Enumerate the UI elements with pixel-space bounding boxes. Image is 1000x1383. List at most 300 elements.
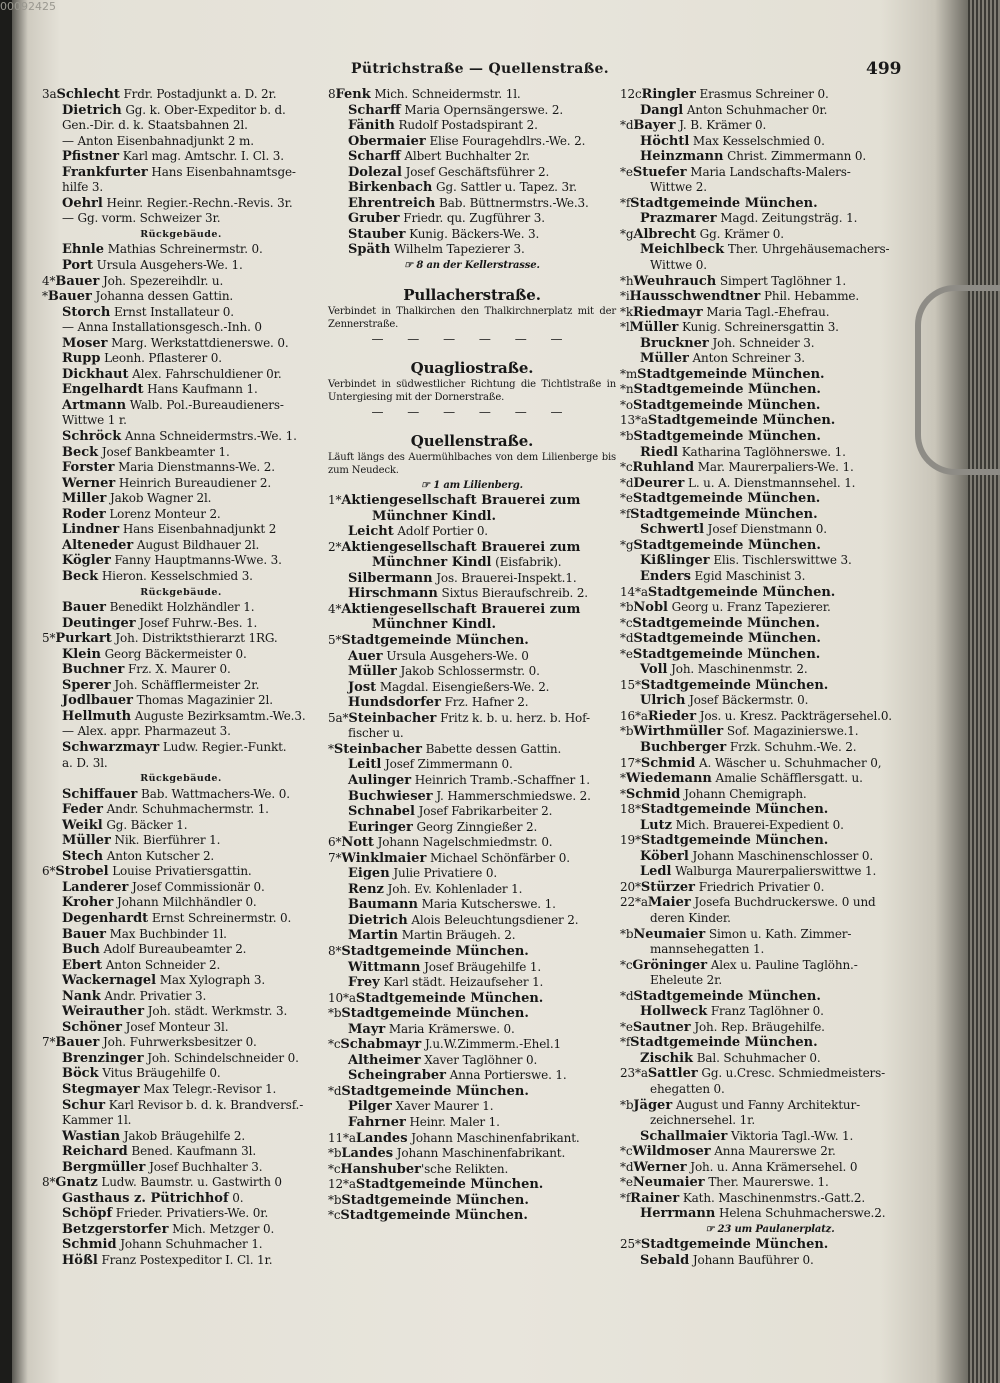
directory-entry (328, 944, 616, 960)
house-number: 6* (42, 864, 56, 879)
directory-entry (620, 724, 920, 740)
resident-details: Karl mag. Amtschr. I. Cl. 3. (119, 149, 284, 164)
resident-details: Simon u. Kath. Zimmer- (705, 926, 852, 941)
resident-details: Max Buchbinder 1l. (105, 926, 227, 941)
resident-name: Schröck (62, 429, 122, 445)
house-number: 7* (328, 850, 342, 865)
house-number: *m (620, 366, 638, 381)
directory-entry (42, 87, 320, 103)
resident-details: Helena Schuhmacherswe.2. (715, 1206, 886, 1221)
resident-details: Ernst Installateur 0. (110, 304, 234, 319)
directory-entry (42, 1144, 320, 1160)
directory-entry (42, 289, 320, 305)
resident-details: L. u. A. Dienstmannsehel. 1. (684, 475, 856, 490)
column-3 (620, 87, 920, 1269)
house-number: *e (620, 1019, 633, 1034)
directory-entry (620, 180, 920, 196)
directory-entry (42, 709, 320, 725)
directory-entry (42, 958, 320, 974)
directory-entry (620, 134, 920, 150)
resident-name: Gröninger (632, 957, 708, 973)
directory-entry (42, 336, 320, 352)
resident-name: Zischik (640, 1050, 694, 1066)
resident-name: Feder (62, 802, 103, 818)
directory-entry (328, 851, 616, 867)
resident-details: Frieder. Privatiers-We. 0r. (112, 1206, 269, 1221)
house-number: 13*a (620, 413, 648, 428)
resident-details: Gg. u.Cresc. Schmiedmeisters- (697, 1066, 886, 1081)
rear-building-heading: Rückgebäude. (140, 773, 222, 785)
resident-name: Steinbacher (348, 710, 437, 726)
directory-entry (620, 942, 920, 958)
resident-details: Josef Buchhalter 3. (145, 1159, 263, 1174)
resident-name: Aktiengesellschaft Brauerei zum (341, 601, 581, 617)
directory-entry (328, 664, 616, 680)
resident-details: Erasmus Schreiner 0. (695, 87, 829, 101)
resident-details: Josef Commissionär 0. (128, 879, 265, 894)
resident-details: Wittwe 0. (650, 258, 707, 273)
directory-entry (620, 336, 920, 352)
resident-details: Magdal. Eisengießers-We. 2. (376, 679, 550, 694)
directory-entry (328, 149, 616, 165)
resident-details: Joh. Schneider 3. (708, 335, 815, 350)
directory-entry (42, 927, 320, 943)
directory-entry (42, 413, 320, 429)
house-number: *b (328, 1192, 342, 1207)
resident-name: Späth (348, 242, 391, 258)
house-number: * (328, 741, 334, 756)
resident-name: Reichard (62, 1144, 128, 1160)
directory-entry (328, 134, 616, 150)
resident-details: August Bildhauer 2l. (133, 537, 260, 552)
directory-entry (42, 476, 320, 492)
house-number: 16*a (620, 708, 648, 723)
resident-name: Stadtgemeinde München. (632, 491, 821, 507)
resident-details: Martin Bräugeh. 2. (398, 928, 516, 943)
directory-entry (620, 553, 920, 569)
directory-entry (42, 351, 320, 367)
directory-entry (328, 960, 616, 976)
directory-entry (328, 773, 616, 789)
resident-name: Gasthaus z. Pütrichhof (62, 1190, 229, 1206)
directory-entry (328, 1115, 616, 1131)
resident-name: Neumaier (632, 1175, 705, 1191)
directory-entry (620, 491, 920, 507)
resident-name: Gnatz (55, 1175, 98, 1191)
house-number: *k (620, 304, 633, 319)
house-number: 10*a (328, 990, 356, 1005)
resident-name: Hößl (62, 1253, 98, 1269)
house-number: 7* (42, 1035, 56, 1050)
resident-details: Josef Geschäftsführer 2. (401, 164, 550, 179)
resident-details: Gg. Sattler u. Tapez. 3r. (432, 180, 577, 195)
page-number: 499 (866, 59, 902, 79)
resident-details: J.u.W.Zimmerm.-Ehel.1 (421, 1037, 561, 1052)
resident-name: Klein (62, 646, 101, 662)
house-number: *b (328, 1006, 342, 1021)
resident-name: Stadtgemeinde München. (341, 943, 529, 959)
directory-entry (42, 569, 320, 585)
resident-name: Bergmüller (62, 1159, 146, 1175)
resident-name: Kißlinger (640, 553, 710, 569)
directory-entry (42, 134, 320, 150)
directory-entry (620, 1191, 920, 1207)
house-number: *e (620, 164, 633, 179)
resident-details: Ther. Uhrgehäusemachers- (724, 242, 890, 257)
resident-details: Mich. Metzger 0. (168, 1221, 275, 1236)
resident-details: Vitus Bräugehilfe 0. (98, 1066, 221, 1081)
resident-name: Roder (62, 506, 106, 522)
directory-entry (42, 662, 320, 678)
resident-details: Auguste Bezirksamtm.-We.3. (131, 708, 306, 723)
directory-entry (328, 1006, 616, 1022)
directory-entry (42, 1175, 320, 1191)
resident-name: Sebald (640, 1253, 690, 1269)
resident-name: Scharff (348, 149, 401, 165)
directory-entry (620, 1082, 920, 1098)
resident-details: Ther. Maurerswe. 1. (704, 1175, 829, 1190)
resident-details: Joh. Maschinenmstr. 2. (667, 662, 808, 677)
directory-entry (42, 756, 320, 772)
directory-entry (620, 1113, 920, 1129)
resident-details: Johann Maschinenfabrikant. (393, 1146, 566, 1161)
house-number: *d (328, 1083, 342, 1098)
house-number: *f (620, 195, 631, 210)
resident-details: Mich. Schneidermstr. 1l. (370, 87, 521, 101)
resident-details: Anton Schuhmacher 0r. (683, 102, 828, 117)
resident-name: Leicht (348, 524, 394, 540)
resident-name: Stadtgemeinde München. (341, 1192, 529, 1208)
resident-details: Adolf Bureaubeamter 2. (99, 942, 247, 957)
resident-name: Hellmuth (62, 708, 132, 724)
resident-name: Stadtgemeinde München. (637, 366, 825, 382)
resident-details: Gg. k. Ober-Expeditor b. d. (121, 102, 286, 117)
directory-entry (42, 1098, 320, 1114)
separator: — — — — — — (371, 331, 573, 346)
resident-details: Johanna dessen Gattin. (91, 289, 234, 304)
resident-name: Landerer (62, 879, 129, 895)
house-number: 18* (620, 802, 641, 817)
resident-name: Müller (640, 351, 689, 367)
resident-name: Wackernagel (62, 973, 157, 989)
house-number: 5* (328, 633, 342, 648)
resident-details: Friedrich Privatier 0. (695, 879, 825, 894)
resident-name: Betzgerstorfer (62, 1221, 169, 1237)
directory-entry (42, 693, 320, 709)
house-number: *b (620, 1097, 634, 1112)
directory-entry (620, 911, 920, 927)
directory-entry (620, 631, 920, 647)
resident-name: Dangl (640, 102, 684, 118)
resident-name: Dickhaut (62, 366, 129, 382)
house-number: 2* (328, 539, 342, 554)
resident-details: Joh. Schindelschneider 0. (143, 1050, 299, 1065)
page-edges (968, 0, 1000, 1383)
resident-details: Friedr. qu. Zugführer 3. (399, 211, 545, 226)
directory-entry (328, 695, 616, 711)
resident-name: Landes (341, 1146, 394, 1162)
resident-name: Stadtgemeinde München. (632, 646, 821, 662)
resident-name: Bauer (55, 1035, 100, 1051)
house-number: *d (620, 475, 634, 490)
resident-name: Rainer (630, 1190, 680, 1206)
resident-name: Scharff (348, 102, 401, 118)
street-description: Verbindet in Thalkirchen den Thalkirchnerplatz mit der Zennerstraße. (328, 305, 616, 331)
directory-entry (42, 538, 320, 554)
resident-name: Bauer (55, 273, 100, 289)
resident-name: Weirauther (62, 1004, 145, 1020)
directory-entry (42, 398, 320, 414)
directory-entry (620, 1253, 920, 1269)
column-1 (42, 87, 320, 1269)
resident-details: Joh. Spezereihdlr. u. (99, 273, 224, 288)
directory-entry (328, 711, 616, 727)
resident-details: Joh. Fuhrwerksbesitzer 0. (99, 1035, 257, 1050)
resident-name: Schiffauer (62, 786, 138, 802)
resident-name: Müller (62, 833, 111, 849)
directory-entry (42, 989, 320, 1005)
resident-details: Joh. Distriktsthierarzt 1RG. (111, 631, 278, 646)
resident-name: Neumaier (633, 926, 706, 942)
resident-name: Gruber (348, 211, 400, 227)
resident-name: Stürzer (640, 879, 696, 895)
directory-entry (42, 553, 320, 569)
resident-details: Katharina Taglöhnerswe. 1. (678, 444, 846, 459)
directory-entry (620, 1035, 920, 1051)
house-number: *c (620, 460, 633, 475)
resident-name: Stadtgemeinde München. (647, 413, 836, 429)
directory-entry (42, 787, 320, 803)
resident-name: Ulrich (640, 693, 686, 709)
directory-entry (328, 87, 616, 103)
resident-details: A. Wäscher u. Schuhmacher 0, (695, 755, 882, 770)
resident-details: Heinrich Tramb.-Schaffner 1. (411, 772, 590, 787)
directory-entry (328, 680, 616, 696)
directory-entry (620, 118, 920, 134)
directory-entry (620, 1144, 920, 1160)
resident-details: Ernst Schreinermstr. 0. (148, 910, 292, 925)
directory-entry (328, 1146, 616, 1162)
directory-entry (620, 1020, 920, 1036)
resident-details: Kunig. Bäckers-We. 3. (405, 226, 540, 241)
house-number: *f (620, 1035, 631, 1050)
house-number: *e (620, 646, 633, 661)
column-2 (328, 87, 616, 1224)
resident-details: Joh. Ev. Kohlenlader 1. (383, 881, 523, 896)
directory-entry (328, 571, 616, 587)
directory-entry (42, 616, 320, 632)
directory-entry (328, 1037, 616, 1053)
resident-name: Stadtgemeinde München. (647, 584, 836, 600)
directory-entry (42, 180, 320, 196)
directory-entry (42, 1082, 320, 1098)
directory-entry (328, 1099, 616, 1115)
directory-entry (42, 647, 320, 663)
resident-name: Buch (62, 942, 100, 958)
resident-details: Gen.-Dir. d. k. Staatsbahnen 2l. (62, 118, 248, 133)
house-number: 4* (328, 601, 342, 616)
directory-entry (620, 880, 920, 896)
directory-entry (620, 196, 920, 212)
resident-details: Frz. Hafner 2. (440, 695, 529, 710)
resident-details: Jakob Schlossermstr. 0. (396, 664, 540, 679)
directory-entry (42, 973, 320, 989)
house-number: *c (620, 957, 633, 972)
location-note: ☞ 8 an der Kellerstrasse. (404, 260, 540, 272)
resident-details: Bal. Schuhmacher 0. (693, 1050, 821, 1065)
resident-details: Josef Fuhrw.-Bes. 1. (135, 615, 258, 630)
directory-entry (620, 227, 920, 243)
street-heading: Quagliostraße. (410, 358, 534, 377)
resident-name: Meichlbeck (640, 242, 725, 258)
resident-name: Müller (348, 664, 397, 680)
resident-details: Joh. städt. Werkmstr. 3. (144, 1004, 288, 1019)
resident-details: Walburga Maurerpalierswittwe 1. (671, 864, 877, 879)
house-number: 6* (328, 835, 342, 850)
street-description: Läuft längs des Auermühlbaches von dem Lilienberge bis zum Neudeck. (328, 451, 616, 477)
resident-name: Wirthmüller (633, 724, 724, 740)
resident-details: Simpert Taglöhner 1. (716, 273, 847, 288)
resident-details: J. B. Krämer 0. (675, 118, 767, 133)
directory-entry (620, 818, 920, 834)
directory-entry (42, 864, 320, 880)
resident-details: Leonh. Pflasterer 0. (100, 351, 222, 366)
resident-name: Lutz (640, 817, 672, 833)
house-number: *b (620, 926, 634, 941)
directory-entry (42, 320, 320, 336)
resident-details: Jos. Brauerei-Inspekt.1. (432, 570, 577, 585)
house-number: 15* (620, 677, 641, 692)
directory-entry (328, 835, 616, 851)
resident-details: Maria Tagl.-Ehefrau. (702, 304, 830, 319)
resident-details: ehegatten 0. (650, 1082, 725, 1096)
directory-entry (42, 305, 320, 321)
resident-name: Engelhardt (62, 382, 144, 398)
directory-entry (620, 895, 920, 911)
resident-name: Fänith (348, 118, 395, 134)
directory-entry (620, 1206, 920, 1222)
resident-details: Franz Postexpeditor I. Cl. 1r. (97, 1253, 273, 1268)
resident-name: Schallmaier (640, 1128, 728, 1144)
house-number: *f (620, 1190, 631, 1205)
resident-name: Stadtgemeinde München. (355, 990, 544, 1006)
resident-name: Stadtgemeinde München. (341, 633, 529, 649)
resident-name: Sautner (632, 1019, 691, 1035)
directory-entry (620, 305, 920, 321)
directory-entry (328, 1162, 616, 1178)
house-number: *f (620, 506, 631, 521)
house-number: *b (620, 724, 634, 739)
resident-name: Schnabel (348, 804, 415, 820)
directory-entry (620, 413, 920, 429)
directory-entry (328, 1022, 616, 1038)
directory-entry (42, 460, 320, 476)
resident-details: Johann Milchhändler 0. (113, 895, 257, 910)
resident-name: Stadtgemeinde München. (341, 1006, 529, 1022)
directory-entry (42, 118, 320, 134)
directory-entry (42, 942, 320, 958)
resident-name: Winklmaier (341, 850, 427, 866)
resident-name: Oehrl (62, 195, 103, 211)
resident-name: Fahrner (348, 1114, 406, 1130)
resident-details: Hans Kaufmann 1. (143, 382, 258, 397)
directory-entry (328, 180, 616, 196)
directory-entry (42, 258, 320, 274)
resident-details: Frz. X. Maurer 0. (124, 662, 231, 677)
directory-entry (42, 895, 320, 911)
house-number: *b (620, 429, 634, 444)
resident-details: Jakob Bräugehilfe 2. (120, 1128, 246, 1143)
directory-entry (620, 709, 920, 725)
directory-entry (328, 1193, 616, 1209)
directory-entry (620, 507, 920, 523)
house-number: *d (620, 118, 634, 133)
directory-entry (328, 227, 616, 243)
resident-name: Brenzinger (62, 1050, 144, 1066)
directory-entry (328, 866, 616, 882)
directory-entry (42, 880, 320, 896)
directory-entry (328, 742, 616, 758)
directory-entry (620, 756, 920, 772)
resident-name: Weuhrauch (633, 273, 717, 289)
resident-name: Rieder (647, 708, 697, 724)
directory-entry (42, 600, 320, 616)
resident-details: Ursula Ausgehers-We. 0 (382, 648, 529, 663)
resident-details: Walb. Pol.-Bureaudieners- (126, 397, 284, 412)
resident-name: Wittmann (348, 959, 421, 975)
directory-entry (42, 1066, 320, 1082)
directory-entry (620, 460, 920, 476)
resident-details: Albert Buchhalter 2r. (400, 149, 530, 164)
resident-name: Dietrich (348, 912, 408, 928)
resident-name: Aktiengesellschaft Brauerei zum (341, 493, 581, 509)
directory-entry (42, 507, 320, 523)
resident-name: Jäger (633, 1097, 673, 1113)
directory-entry (328, 1177, 616, 1193)
resident-name: Stadtgemeinde München. (640, 1237, 829, 1253)
resident-details: Johann Maschinenschlosser 0. (688, 848, 874, 863)
resident-details: Josef Monteur 3l. (122, 1019, 229, 1034)
resident-name: Maier (647, 895, 691, 911)
directory-entry (42, 1253, 320, 1269)
resident-details: hilfe 3. (62, 180, 104, 195)
resident-details: — Anna Installationsgesch.-Inh. 0 (62, 320, 262, 335)
directory-entry (620, 289, 920, 305)
house-number: * (620, 786, 626, 801)
house-number: *c (328, 1161, 341, 1176)
resident-name: Nott (341, 835, 374, 851)
resident-name: Miller (62, 491, 107, 507)
resident-name: Schwarzmayr (62, 739, 160, 755)
resident-name: Stadtgemeinde München. (640, 833, 829, 849)
resident-details: Magd. Zeitungsträg. 1. (716, 211, 858, 226)
directory-entry (42, 849, 320, 865)
resident-name: Deurer (633, 475, 685, 491)
resident-name: Schabmayr (340, 1037, 422, 1053)
resident-details: Andr. Privatier 3. (100, 988, 207, 1003)
resident-name: Riedmayr (632, 304, 703, 320)
resident-name: Stadtgemeinde München. (632, 615, 820, 631)
house-number: *i (620, 289, 630, 304)
directory-entry (42, 1191, 320, 1207)
directory-entry (42, 1004, 320, 1020)
resident-name: Schöner (62, 1019, 122, 1035)
directory-entry (328, 975, 616, 991)
resident-details: Johann Maschinenfabrikant. (407, 1130, 580, 1145)
resident-name: Sattler (647, 1066, 698, 1082)
resident-name: Münchner Kindl. (372, 617, 497, 633)
directory-entry (620, 585, 920, 601)
